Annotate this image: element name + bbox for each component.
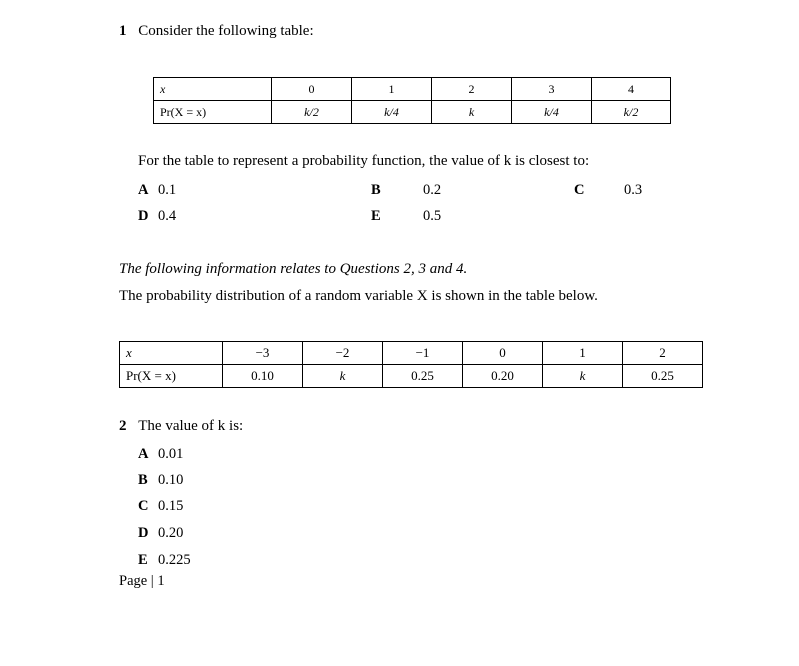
page-number: Page | 1	[119, 573, 165, 589]
option-letter: A	[138, 182, 149, 198]
table-cell: 0	[463, 342, 543, 365]
option-e	[138, 552, 191, 569]
table-cell: 1	[543, 342, 623, 365]
table-cell: 1	[352, 78, 432, 101]
option-letter: B	[371, 182, 381, 198]
option-value: 0.4	[158, 208, 177, 224]
option-a	[138, 446, 183, 463]
option-value: 0.5	[423, 208, 442, 224]
table-cell: 3	[512, 78, 592, 101]
option-value: 0.20	[158, 525, 184, 541]
table-cell: k/2	[272, 101, 352, 124]
option-b	[371, 182, 441, 199]
option-e	[371, 208, 441, 225]
table-cell: k/2	[592, 101, 671, 124]
option-letter: D	[138, 525, 149, 541]
probability-table-2	[119, 341, 703, 388]
table-cell: 2	[623, 342, 703, 365]
question-number: 1	[119, 23, 127, 39]
table-cell: 0.25	[623, 365, 703, 388]
option-d	[138, 525, 183, 542]
option-c	[138, 498, 183, 515]
option-letter: C	[574, 182, 585, 198]
option-letter: D	[138, 208, 149, 224]
option-letter: A	[138, 446, 149, 462]
table-cell: −2	[303, 342, 383, 365]
option-value: 0.1	[158, 182, 177, 198]
question-2-header	[119, 418, 243, 435]
option-value: 0.10	[158, 472, 184, 488]
table-cell: −3	[223, 342, 303, 365]
info-relates-text: The following information relates to Questions 2, 3 and 4.	[119, 261, 468, 277]
table-cell: k/4	[352, 101, 432, 124]
table-cell: x	[154, 78, 272, 101]
table-row	[120, 365, 703, 388]
option-value: 0.225	[158, 552, 191, 568]
option-letter: E	[371, 208, 381, 224]
option-value: 0.15	[158, 498, 184, 514]
question-1-text: For the table to represent a probability function, the value of k is closest to:	[138, 153, 590, 169]
question-text: The value of k is:	[138, 418, 244, 434]
table-row	[154, 78, 671, 101]
table-cell: k	[303, 365, 383, 388]
table-cell: 2	[432, 78, 512, 101]
table-cell: x	[120, 342, 223, 365]
option-value: 0.3	[624, 182, 643, 198]
info-distribution-text: The probability distribution of a random variable X is shown in the table below.	[119, 288, 598, 304]
table-cell: 4	[592, 78, 671, 101]
option-letter: B	[138, 472, 148, 488]
table-cell: k	[543, 365, 623, 388]
table-cell: −1	[383, 342, 463, 365]
option-letter: E	[138, 552, 148, 568]
table-cell: Pr(X = x)	[120, 365, 223, 388]
question-1-header	[119, 23, 314, 40]
option-value: 0.2	[423, 182, 442, 198]
option-d	[138, 208, 176, 225]
table-row	[154, 101, 671, 124]
option-letter: C	[138, 498, 149, 514]
question-number: 2	[119, 418, 127, 434]
table-cell: k/4	[512, 101, 592, 124]
probability-table-1	[153, 77, 671, 124]
table-cell: 0	[272, 78, 352, 101]
table-cell: 0.25	[383, 365, 463, 388]
table-cell: k	[432, 101, 512, 124]
table-cell: Pr(X = x)	[154, 101, 272, 124]
table-cell: 0.20	[463, 365, 543, 388]
option-a	[138, 182, 176, 199]
question-intro: Consider the following table:	[138, 23, 314, 39]
option-c	[574, 182, 642, 199]
table-row	[120, 342, 703, 365]
option-value: 0.01	[158, 446, 184, 462]
option-b	[138, 472, 183, 489]
table-cell: 0.10	[223, 365, 303, 388]
